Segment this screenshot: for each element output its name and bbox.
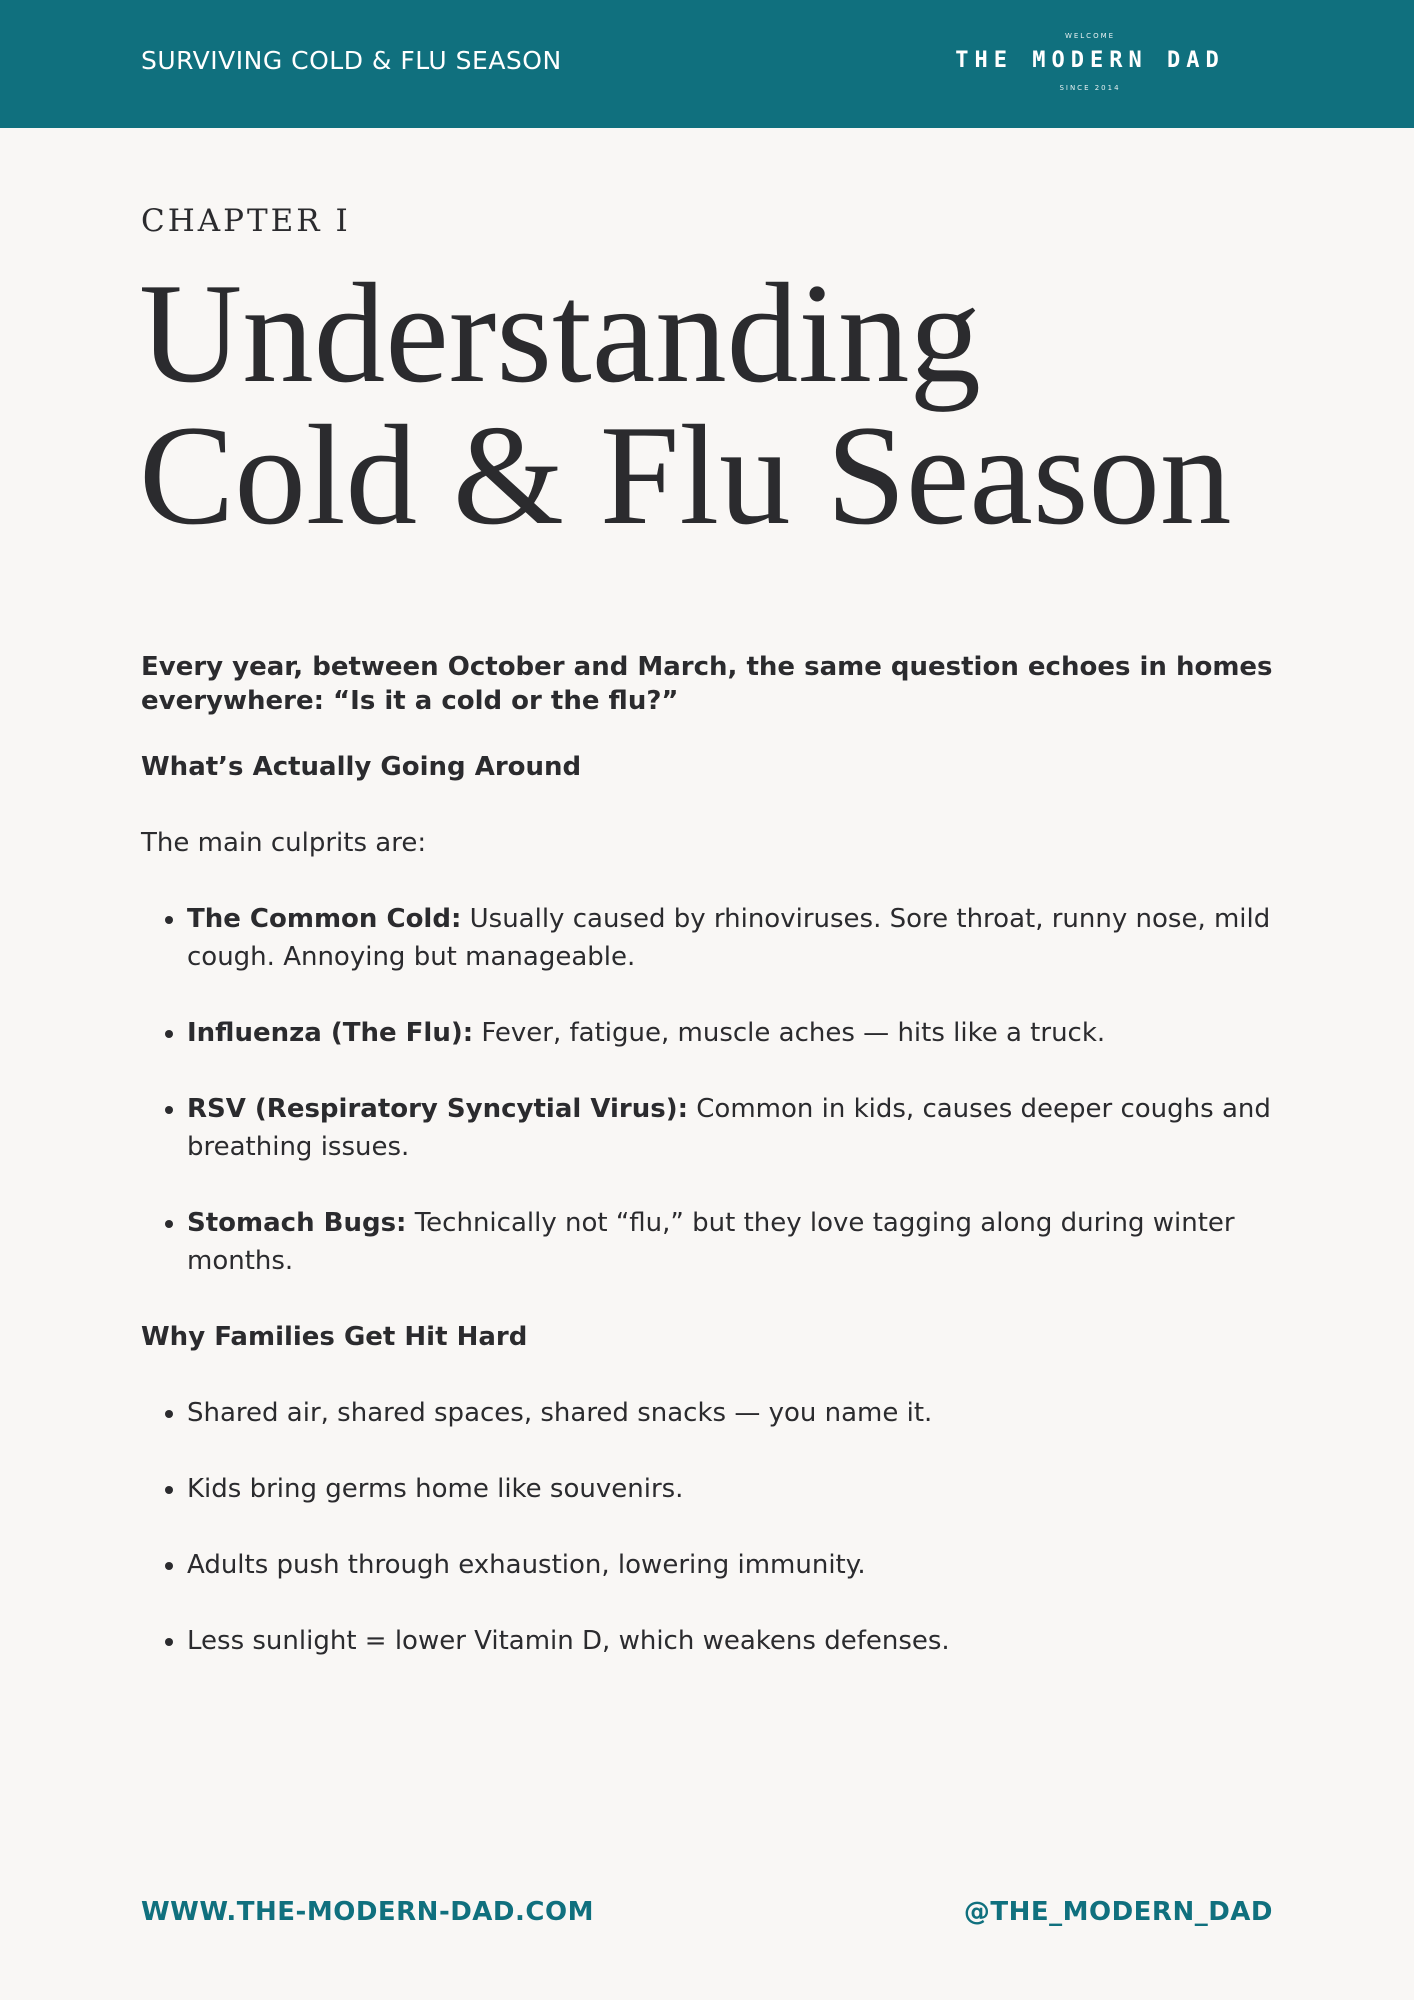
- list-item-term: Influenza (The Flu):: [187, 1018, 474, 1048]
- header-title: SURVIVING COLD & FLU SEASON: [141, 46, 562, 75]
- list-item-term: RSV (Respiratory Syncytial Virus):: [187, 1094, 688, 1124]
- culprits-lead: The main culprits are:: [141, 828, 427, 858]
- brand-logo[interactable]: [950, 28, 1230, 98]
- section-heading-families: Why Families Get Hit Hard: [141, 1322, 528, 1352]
- list-item-text: Usually caused by rhinoviruses. Sore throat, runny nose, mild cough. Annoying but manageable.: [187, 904, 1271, 972]
- list-item: [187, 1204, 1291, 1280]
- intro-paragraph: Every year, between October and March, the same question echoes in homes everywhere: “Is it a cold or the flu?”: [141, 652, 1273, 716]
- culprits-list: [141, 900, 1291, 1280]
- families-list: [141, 1394, 1291, 1660]
- section-heading-going-around: What’s Actually Going Around: [141, 752, 582, 782]
- page-title: [139, 254, 1339, 554]
- logo-top-text: WELCOME: [1064, 32, 1116, 40]
- page-title-line-1: Understanding: [139, 254, 981, 412]
- list-item: • Shared air, shared spaces, shared snacks — you name it.: [187, 1394, 1291, 1432]
- logo-main-text: THE MODERN DAD: [955, 48, 1225, 73]
- article-body: [141, 650, 1291, 1698]
- footer-website-link[interactable]: WWW.THE-MODERN-DAD.COM: [141, 1897, 594, 1927]
- header-bar: [0, 0, 1414, 128]
- list-item-text: Common in kids, causes deeper coughs and breathing issues.: [187, 1094, 1271, 1162]
- chapter-label: CHAPTER I: [141, 203, 351, 239]
- list-item: [187, 1090, 1291, 1166]
- list-item-term: The Common Cold:: [187, 904, 462, 934]
- list-item: • Kids bring germs home like souvenirs.: [187, 1470, 1291, 1508]
- list-item-term: Stomach Bugs:: [187, 1208, 407, 1238]
- list-item: [187, 1014, 1291, 1052]
- list-item: • Less sunlight = lower Vitamin D, which weakens defenses.: [187, 1622, 1291, 1660]
- list-item: • Adults push through exhaustion, lowering immunity.: [187, 1546, 1291, 1584]
- list-item-text: Technically not “flu,” but they love tagging along during winter months.: [187, 1208, 1235, 1276]
- footer-social-handle[interactable]: @THE_MODERN_DAD: [963, 1897, 1273, 1927]
- page-title-line-2: Cold & Flu Season: [139, 396, 1232, 554]
- list-item-text: Fever, fatigue, muscle aches — hits like a truck.: [473, 1018, 1106, 1048]
- list-item: [187, 900, 1291, 976]
- logo-bottom-text: SINCE 2014: [1059, 84, 1121, 92]
